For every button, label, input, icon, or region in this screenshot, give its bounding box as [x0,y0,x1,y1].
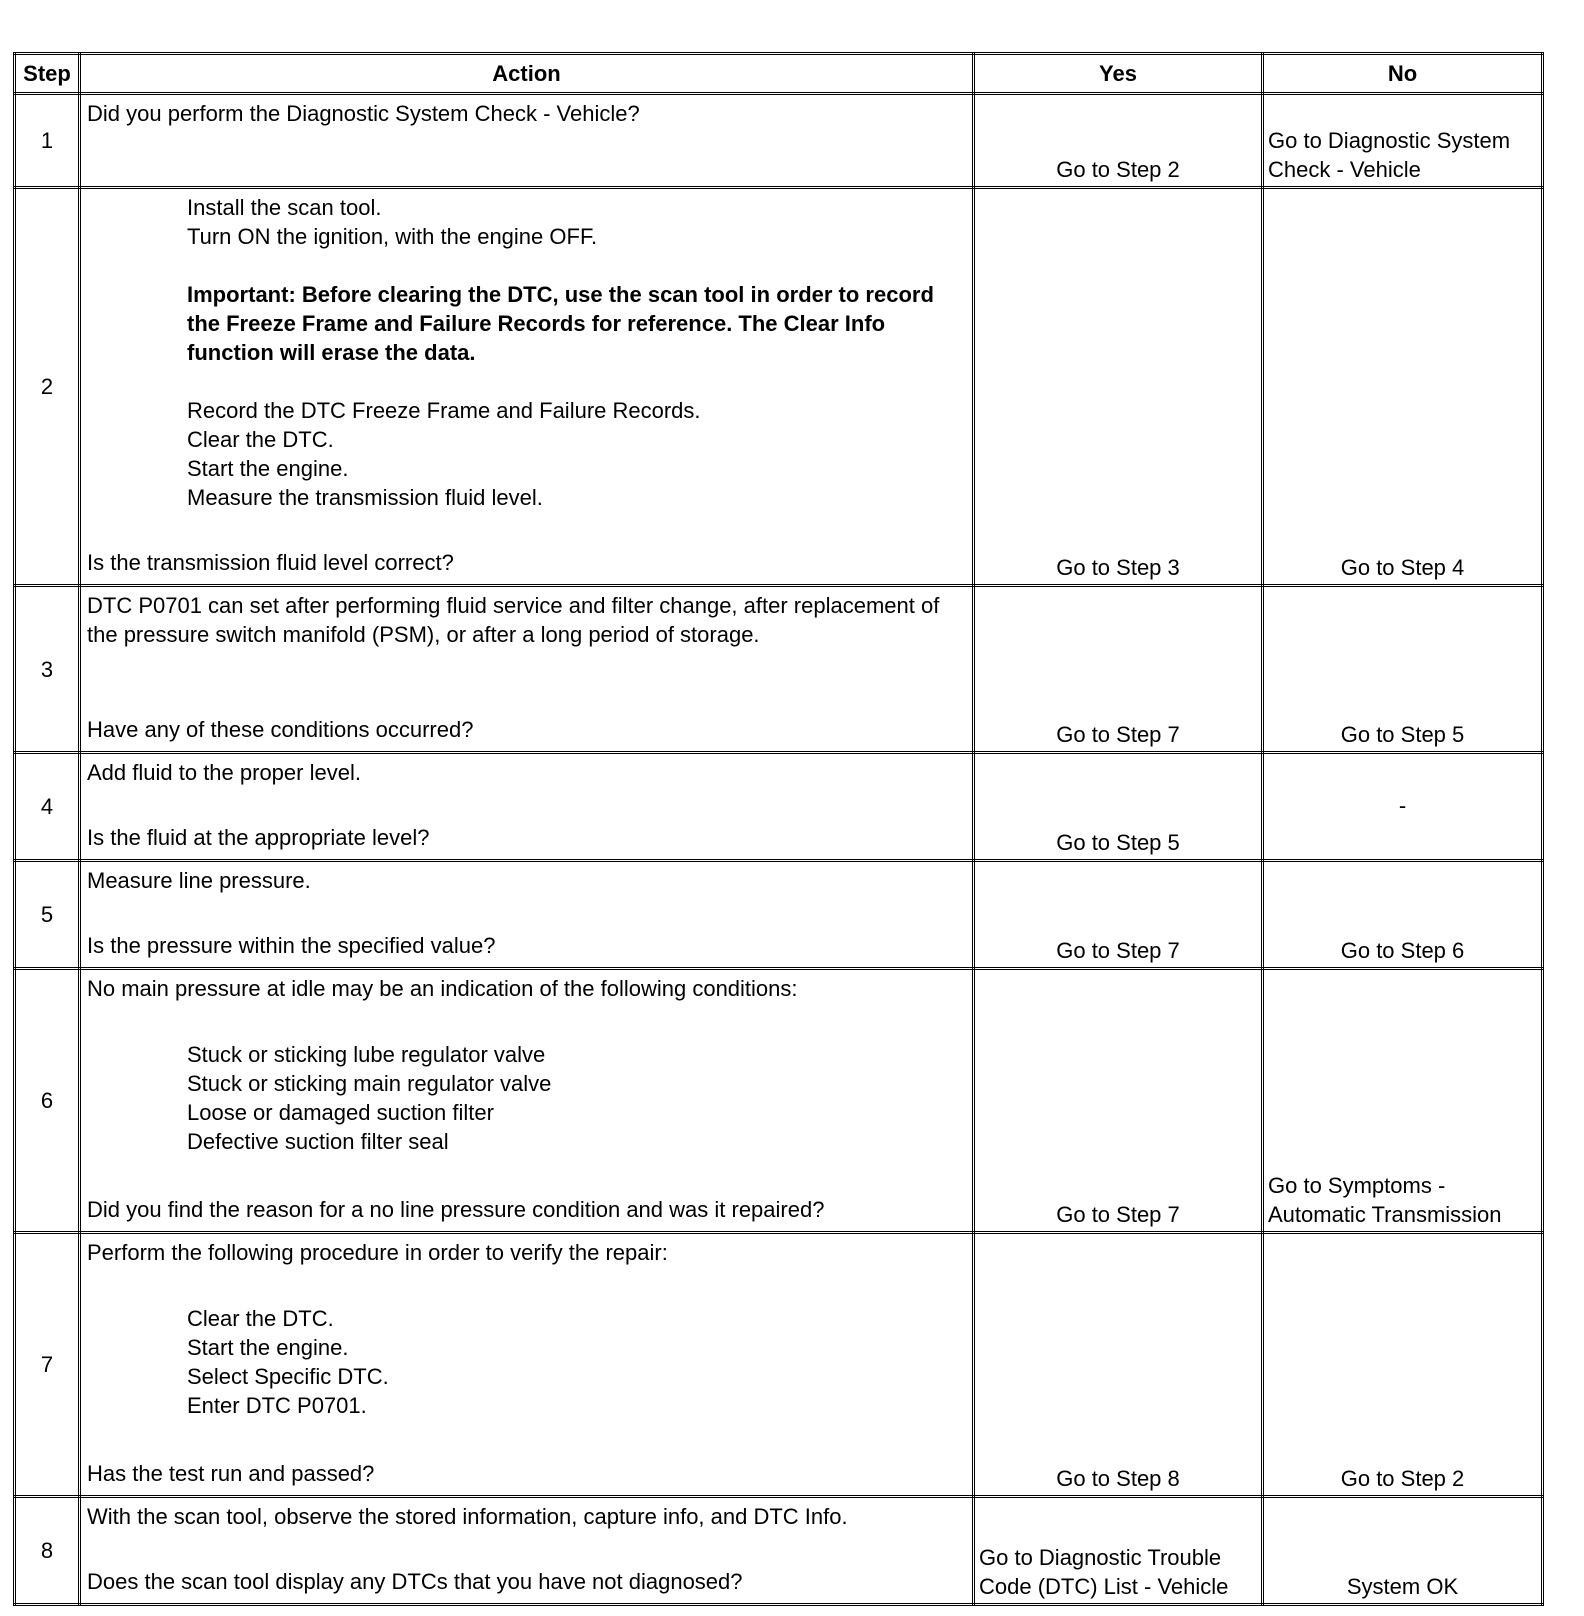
action-text: Perform the following procedure in order to verify the repair: [87,1240,668,1265]
table-row-step-3 [15,586,1543,753]
procedure-item: Select Specific DTC. [187,1364,389,1389]
header-no: No [1263,54,1543,94]
table-row-step-4 [15,753,1543,861]
step-number: 7 [15,1233,80,1497]
no-cell: Go to Step 6 [1263,861,1543,969]
action-cell [80,94,974,188]
action-text: DTC P0701 can set after performing fluid service and filter change, after replacement of the pressure switch manifold (PSM), or after a long period of storage. [87,593,940,647]
condition-item: Defective suction filter seal [187,1129,449,1154]
yes-cell: Go to Step 2 [974,94,1263,188]
condition-item: Loose or damaged suction filter [187,1100,494,1125]
action-question: Has the test run and passed? [87,1461,375,1486]
condition-item: Stuck or sticking main regulator valve [187,1071,552,1096]
yes-cell: Go to Step 3 [974,188,1263,586]
procedure-item: Clear the DTC. [187,1306,334,1331]
action-step: Measure the transmission fluid level. [187,485,543,510]
header-step: Step [15,54,80,94]
action-question: Did you find the reason for a no line pressure condition and was it repaired? [87,1197,825,1222]
action-question: Is the pressure within the specified value? [87,933,496,958]
no-cell: - [1263,753,1543,861]
step-number: 6 [15,969,80,1233]
table-row-step-5 [15,861,1543,969]
action-cell [80,188,974,586]
action-cell [80,861,974,969]
action-question: Is the transmission fluid level correct? [87,550,454,575]
header-action: Action [80,54,974,94]
action-text: Measure line pressure. [87,868,311,893]
action-cell [80,753,974,861]
table-row-step-2 [15,188,1543,586]
yes-cell: Go to Step 7 [974,861,1263,969]
action-text: With the scan tool, observe the stored information, capture info, and DTC Info. [87,1504,848,1529]
no-cell: System OK [1263,1497,1543,1605]
action-text: No main pressure at idle may be an indication of the following conditions: [87,976,798,1001]
yes-cell: Go to Step 7 [974,969,1263,1233]
diagnostic-table [13,52,1544,1606]
header-row [15,54,1543,94]
action-cell [80,969,974,1233]
action-question: Have any of these conditions occurred? [87,717,474,742]
action-cell [80,1497,974,1605]
procedure-item: Enter DTC P0701. [187,1393,367,1418]
table-row-step-6 [15,969,1543,1233]
action-step: Turn ON the ignition, with the engine OFF. [187,224,598,249]
step-number: 1 [15,94,80,188]
condition-item: Stuck or sticking lube regulator valve [187,1042,546,1067]
yes-cell: Go to Step 7 [974,586,1263,753]
action-step: Start the engine. [187,456,349,481]
important-note: Important: Before clearing the DTC, use the scan tool in order to record the Freeze Frame and Failure Records for reference. The Clear Info function will erase the data. [187,282,934,365]
step-number: 3 [15,586,80,753]
action-cell [80,586,974,753]
step-number: 5 [15,861,80,969]
action-text: Did you perform the Diagnostic System Check - Vehicle? [87,101,640,126]
action-step: Record the DTC Freeze Frame and Failure Records. [187,398,701,423]
table-row-step-7 [15,1233,1543,1497]
header-yes: Yes [974,54,1263,94]
action-cell [80,1233,974,1497]
no-cell: Go to Symptoms - Automatic Transmission [1263,969,1543,1233]
action-step: Install the scan tool. [187,195,382,220]
no-cell: Go to Step 5 [1263,586,1543,753]
no-cell: Go to Step 2 [1263,1233,1543,1497]
table-row-step-1 [15,94,1543,188]
action-question: Does the scan tool display any DTCs that you have not diagnosed? [87,1569,743,1594]
step-number: 8 [15,1497,80,1605]
step-number: 2 [15,188,80,586]
no-cell: Go to Diagnostic System Check - Vehicle [1263,94,1543,188]
yes-cell: Go to Step 8 [974,1233,1263,1497]
action-question: Is the fluid at the appropriate level? [87,825,430,850]
action-step: Clear the DTC. [187,427,334,452]
step-number: 4 [15,753,80,861]
action-text: Add fluid to the proper level. [87,760,361,785]
yes-cell: Go to Step 5 [974,753,1263,861]
yes-cell: Go to Diagnostic Trouble Code (DTC) List - Vehicle [974,1497,1263,1605]
no-cell: Go to Step 4 [1263,188,1543,586]
procedure-item: Start the engine. [187,1335,349,1360]
table-row-step-8 [15,1497,1543,1605]
